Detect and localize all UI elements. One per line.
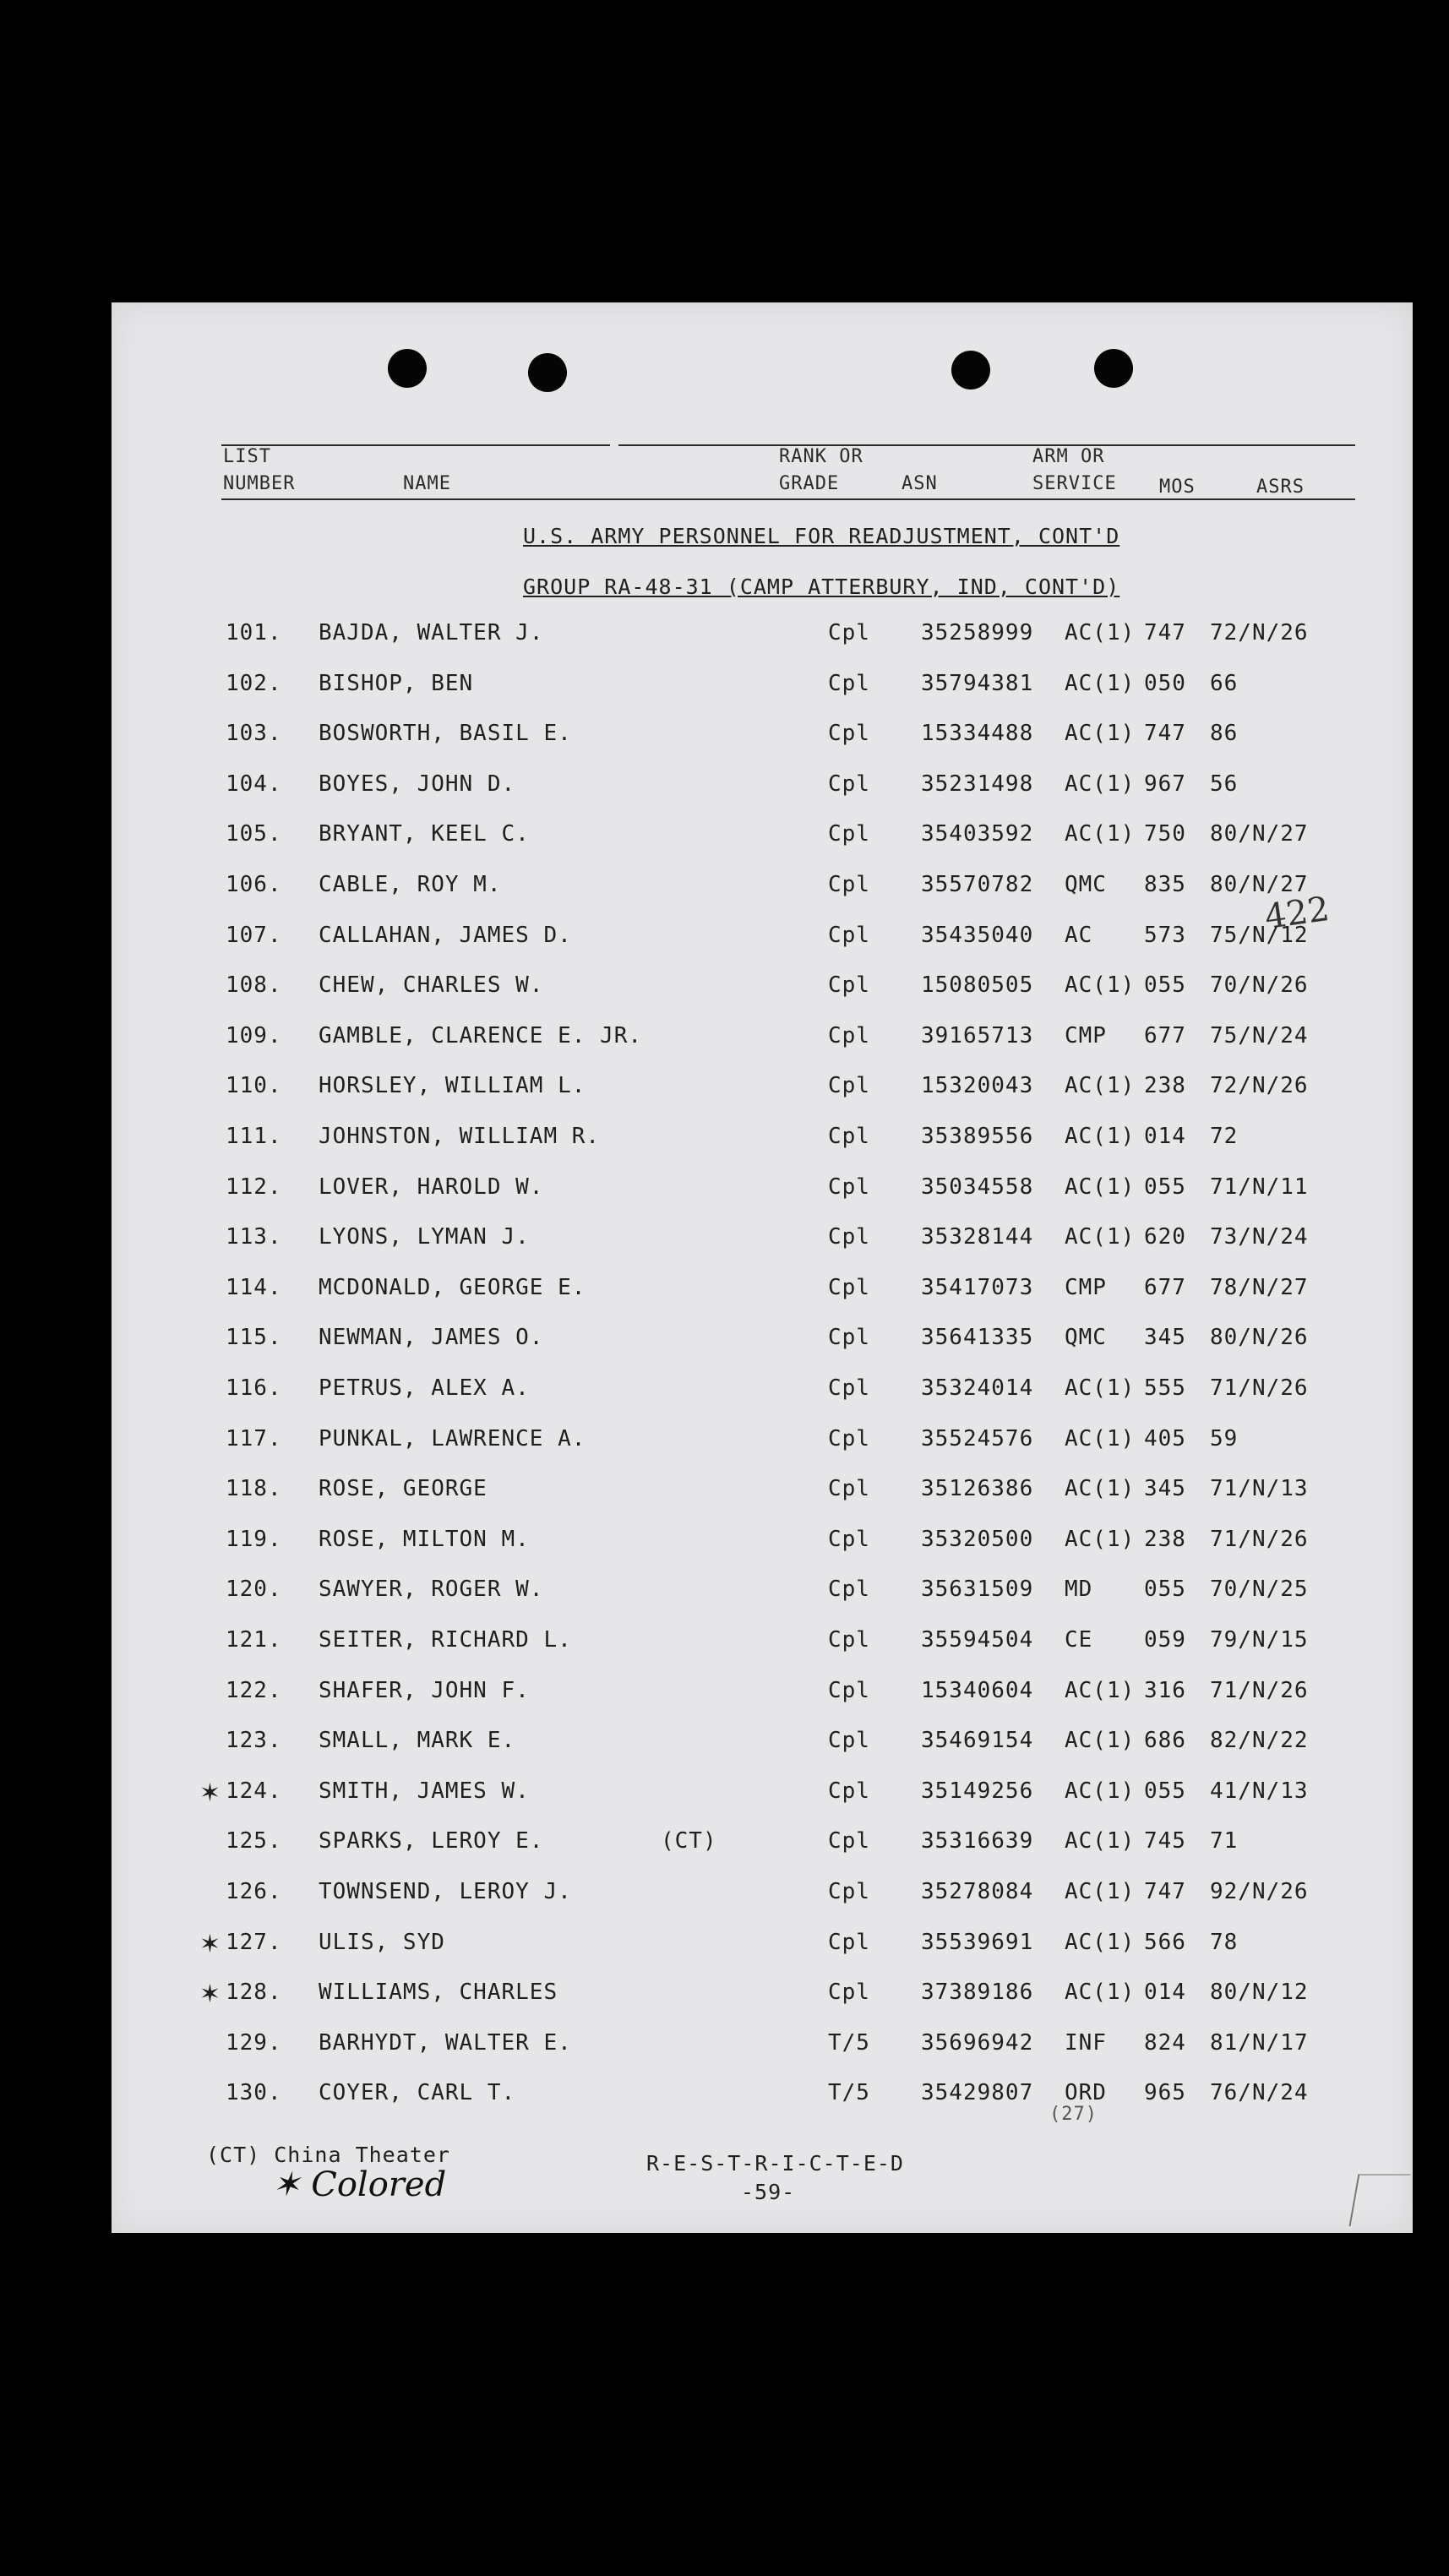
- row-name: WILLIAMS, CHARLES: [319, 1980, 558, 2006]
- legend-colored-handwritten: ✶ Colored: [272, 2165, 447, 2204]
- row-num: 130.: [226, 2080, 282, 2106]
- row-num: 119.: [226, 1526, 282, 1552]
- row-grade: Cpl: [828, 821, 870, 847]
- row-asrs: 70/N/25: [1210, 1577, 1309, 1603]
- row-mos: 677: [1144, 1274, 1186, 1300]
- row-grade: Cpl: [828, 1476, 870, 1502]
- table-row: [112, 1224, 1413, 1273]
- row-arm: AC(1): [1065, 1828, 1136, 1854]
- row-asrs: 72/N/26: [1210, 620, 1309, 645]
- row-num: 112.: [226, 1174, 282, 1200]
- table-row: [112, 821, 1413, 870]
- row-name: MCDONALD, GEORGE E.: [319, 1274, 586, 1300]
- row-arm: AC(1): [1065, 771, 1136, 797]
- row-arm: QMC: [1065, 1325, 1107, 1351]
- row-grade: Cpl: [828, 1728, 870, 1754]
- punch-hole: [951, 351, 990, 389]
- page-number: -59-: [741, 2180, 796, 2204]
- punch-hole: [1094, 349, 1133, 388]
- row-num: 123.: [226, 1728, 282, 1754]
- row-mark: ✶: [199, 1778, 221, 1808]
- table-row: [112, 1124, 1413, 1173]
- row-arm: AC(1): [1065, 721, 1136, 747]
- table-row: [112, 1527, 1413, 1576]
- row-num: 114.: [226, 1274, 282, 1300]
- row-num: 121.: [226, 1627, 282, 1653]
- row-asn: 35631509: [921, 1577, 1034, 1603]
- table-row: [112, 671, 1413, 720]
- row-num: 101.: [226, 620, 282, 645]
- document-subtitle: GROUP RA-48-31 (CAMP ATTERBURY, IND, CONT'D): [523, 575, 1120, 599]
- row-grade: Cpl: [828, 1375, 870, 1401]
- row-name: NEWMAN, JAMES O.: [319, 1325, 544, 1351]
- row-num: 110.: [226, 1073, 282, 1099]
- row-asrs: 80/N/26: [1210, 1325, 1309, 1351]
- row-asrs: 59: [1210, 1425, 1239, 1451]
- row-asn: 35417073: [921, 1274, 1034, 1300]
- row-name: SMALL, MARK E.: [319, 1728, 516, 1754]
- row-grade: Cpl: [828, 1274, 870, 1300]
- row-arm: INF: [1065, 2029, 1107, 2056]
- row-asn: 35258999: [921, 620, 1034, 645]
- row-arm: ORD: [1065, 2080, 1107, 2106]
- row-num: 106.: [226, 872, 282, 897]
- row-asrs: 80/N/27: [1210, 821, 1309, 847]
- row-grade: Cpl: [828, 1929, 870, 1955]
- row-name: BOSWORTH, BASIL E.: [319, 721, 572, 747]
- row-mos: 316: [1144, 1677, 1186, 1703]
- row-arm: AC(1): [1065, 1879, 1136, 1904]
- punch-hole: [528, 353, 567, 392]
- table-row: [112, 2030, 1413, 2079]
- row-grade: Cpl: [828, 1879, 870, 1904]
- row-num: 107.: [226, 922, 282, 948]
- row-arm: AC(1): [1065, 670, 1136, 696]
- row-grade: Cpl: [828, 771, 870, 797]
- row-asn: 35794381: [921, 670, 1034, 696]
- row-130-sub-note: (27): [1049, 2104, 1098, 2125]
- row-grade: Cpl: [828, 1325, 870, 1351]
- row-mos: 573: [1144, 922, 1186, 948]
- row-arm: AC(1): [1065, 1174, 1136, 1200]
- row-grade: T/5: [828, 2029, 870, 2056]
- header-asrs-label: ASRS: [1256, 477, 1305, 498]
- row-asn: 35328144: [921, 1224, 1034, 1250]
- table-row: [112, 1980, 1413, 2029]
- table-row: [112, 1577, 1413, 1626]
- row-asn: 35231498: [921, 771, 1034, 797]
- table-row: [112, 721, 1413, 770]
- row-asn: 37389186: [921, 1980, 1034, 2006]
- row-grade: Cpl: [828, 1677, 870, 1703]
- row-arm: CMP: [1065, 1274, 1107, 1300]
- row-asn: 35429807: [921, 2080, 1034, 2106]
- row-asrs: 79/N/15: [1210, 1627, 1309, 1653]
- row-mos: 747: [1144, 1879, 1186, 1904]
- row-mos: 055: [1144, 1577, 1186, 1603]
- row-num: 129.: [226, 2029, 282, 2056]
- row-asrs: 72/N/26: [1210, 1073, 1309, 1099]
- folded-corner: [1349, 2174, 1411, 2226]
- row-name: CHEW, CHARLES W.: [319, 972, 544, 999]
- row-arm: QMC: [1065, 872, 1107, 897]
- header-mos-label: MOS: [1159, 477, 1196, 498]
- row-name: COYER, CARL T.: [319, 2080, 516, 2106]
- table-row: [112, 2080, 1413, 2129]
- row-mos: 050: [1144, 670, 1186, 696]
- row-asn: 35034558: [921, 1174, 1034, 1200]
- row-grade: Cpl: [828, 1828, 870, 1854]
- row-num: 108.: [226, 972, 282, 999]
- row-num: 125.: [226, 1828, 282, 1854]
- table-row: [112, 1728, 1413, 1777]
- header-asn-label: ASN: [902, 473, 938, 494]
- row-grade: Cpl: [828, 670, 870, 696]
- row-name: ULIS, SYD: [319, 1929, 445, 1955]
- row-asrs: 81/N/17: [1210, 2029, 1309, 2056]
- row-mos: 677: [1144, 1022, 1186, 1048]
- row-grade: T/5: [828, 2080, 870, 2106]
- row-arm: AC(1): [1065, 1425, 1136, 1451]
- row-arm: AC(1): [1065, 1677, 1136, 1703]
- row-asrs: 66: [1210, 670, 1239, 696]
- row-mos: 745: [1144, 1828, 1186, 1854]
- row-arm: AC(1): [1065, 1728, 1136, 1754]
- row-asrs: 71/N/26: [1210, 1677, 1309, 1703]
- row-asn: 35570782: [921, 872, 1034, 897]
- row-name: TOWNSEND, LEROY J.: [319, 1879, 572, 1904]
- row-asrs: 56: [1210, 771, 1239, 797]
- row-arm: AC(1): [1065, 821, 1136, 847]
- row-arm: AC(1): [1065, 1929, 1136, 1955]
- row-name: LOVER, HAROLD W.: [319, 1174, 544, 1200]
- table-row: [112, 1073, 1413, 1122]
- table-row: [112, 1930, 1413, 1979]
- row-asn: 35696942: [921, 2029, 1034, 2056]
- row-grade: Cpl: [828, 1577, 870, 1603]
- row-asrs: 71/N/13: [1210, 1476, 1309, 1502]
- row-mos: 747: [1144, 620, 1186, 645]
- restricted-label: R-E-S-T-R-I-C-T-E-D: [646, 2151, 904, 2176]
- row-asrs: 78: [1210, 1929, 1239, 1955]
- row-asrs: 71/N/11: [1210, 1174, 1309, 1200]
- row-num: 113.: [226, 1224, 282, 1250]
- table-row: [112, 1678, 1413, 1727]
- row-name: BAJDA, WALTER J.: [319, 620, 544, 645]
- table-row: [112, 1476, 1413, 1525]
- row-asn: 35316639: [921, 1828, 1034, 1854]
- row-asrs: 82/N/22: [1210, 1728, 1309, 1754]
- row-asn: 35149256: [921, 1778, 1034, 1804]
- row-arm: AC(1): [1065, 1980, 1136, 2006]
- row-num: 118.: [226, 1476, 282, 1502]
- row-mos: 620: [1144, 1224, 1186, 1250]
- row-num: 111.: [226, 1124, 282, 1149]
- row-num: 120.: [226, 1577, 282, 1603]
- row-asrs: 78/N/27: [1210, 1274, 1309, 1300]
- row-mos: 014: [1144, 1980, 1186, 2006]
- row-mos: 055: [1144, 972, 1186, 999]
- row-asn: 35641335: [921, 1325, 1034, 1351]
- row-mos: 835: [1144, 872, 1186, 897]
- row-asrs: 71/N/26: [1210, 1526, 1309, 1552]
- row-name: BRYANT, KEEL C.: [319, 821, 530, 847]
- row-name: PUNKAL, LAWRENCE A.: [319, 1425, 586, 1451]
- table-row: [112, 1627, 1413, 1676]
- row-mos: 059: [1144, 1627, 1186, 1653]
- row-arm: AC(1): [1065, 1073, 1136, 1099]
- row-name: BARHYDT, WALTER E.: [319, 2029, 572, 2056]
- row-grade: Cpl: [828, 1073, 870, 1099]
- row-name: JOHNSTON, WILLIAM R.: [319, 1124, 601, 1149]
- row-grade: Cpl: [828, 872, 870, 897]
- row-arm: AC(1): [1065, 1526, 1136, 1552]
- row-arm: AC(1): [1065, 1375, 1136, 1401]
- row-arm: MD: [1065, 1577, 1093, 1603]
- row-grade: Cpl: [828, 1022, 870, 1048]
- row-num: 103.: [226, 721, 282, 747]
- page-stamp-number: 422: [1262, 889, 1332, 938]
- row-asrs: 75/N/12: [1210, 922, 1309, 948]
- row-num: 126.: [226, 1879, 282, 1904]
- table-row: [112, 771, 1413, 820]
- row-mos: 750: [1144, 821, 1186, 847]
- header-arm-label: ARM OR: [1032, 446, 1105, 467]
- header-bottom-rule: [221, 498, 1355, 500]
- header-service-label: SERVICE: [1032, 473, 1117, 494]
- header-rule: [221, 444, 610, 446]
- row-arm: AC(1): [1065, 1124, 1136, 1149]
- row-name: CABLE, ROY M.: [319, 872, 502, 897]
- row-mos: 405: [1144, 1425, 1186, 1451]
- table-row: [112, 1275, 1413, 1324]
- row-num: 104.: [226, 771, 282, 797]
- row-num: 124.: [226, 1778, 282, 1804]
- row-name: BOYES, JOHN D.: [319, 771, 516, 797]
- row-mos: 686: [1144, 1728, 1186, 1754]
- row-arm: AC(1): [1065, 1778, 1136, 1804]
- row-name: PETRUS, ALEX A.: [319, 1375, 530, 1401]
- row-mos: 555: [1144, 1375, 1186, 1401]
- row-asrs: 71/N/26: [1210, 1375, 1309, 1401]
- row-arm: AC(1): [1065, 620, 1136, 645]
- row-mark: ✶: [199, 1980, 221, 2010]
- row-mos: 965: [1144, 2080, 1186, 2106]
- table-row: [112, 923, 1413, 972]
- row-num: 109.: [226, 1022, 282, 1048]
- row-grade: Cpl: [828, 1980, 870, 2006]
- row-asn: 15320043: [921, 1073, 1034, 1099]
- row-name: SAWYER, ROGER W.: [319, 1577, 544, 1603]
- table-row: [112, 1375, 1413, 1424]
- table-row: [112, 1828, 1413, 1877]
- punch-hole: [388, 349, 427, 388]
- row-name: SPARKS, LEROY E.: [319, 1828, 544, 1854]
- row-asrs: 80/N/27: [1210, 872, 1309, 897]
- row-asn: 35126386: [921, 1476, 1034, 1502]
- row-asn: 35539691: [921, 1929, 1034, 1955]
- row-mos: 055: [1144, 1174, 1186, 1200]
- row-grade: Cpl: [828, 1526, 870, 1552]
- row-arm: CMP: [1065, 1022, 1107, 1048]
- table-row: [112, 1879, 1413, 1928]
- row-mos: 238: [1144, 1526, 1186, 1552]
- document-page: [112, 302, 1413, 2233]
- row-arm: AC: [1065, 922, 1093, 948]
- table-row: [112, 1778, 1413, 1827]
- row-num: 127.: [226, 1929, 282, 1955]
- table-row: [112, 1325, 1413, 1374]
- row-name: SEITER, RICHARD L.: [319, 1627, 572, 1653]
- row-arm: CE: [1065, 1627, 1093, 1653]
- header-number-label: NUMBER: [223, 473, 296, 494]
- header-rank-label: RANK OR: [779, 446, 863, 467]
- row-grade: Cpl: [828, 972, 870, 999]
- row-grade: Cpl: [828, 1124, 870, 1149]
- row-name: GAMBLE, CLARENCE E. JR.: [319, 1022, 643, 1048]
- row-grade: Cpl: [828, 721, 870, 747]
- row-asn: 39165713: [921, 1022, 1034, 1048]
- row-arm: AC(1): [1065, 972, 1136, 999]
- row-asrs: 76/N/24: [1210, 2080, 1309, 2106]
- row-mos: 747: [1144, 721, 1186, 747]
- row-grade: Cpl: [828, 1425, 870, 1451]
- row-name: SHAFER, JOHN F.: [319, 1677, 530, 1703]
- row-name: LYONS, LYMAN J.: [319, 1224, 530, 1250]
- table-row: [112, 1023, 1413, 1072]
- row-mos: 967: [1144, 771, 1186, 797]
- row-num: 117.: [226, 1425, 282, 1451]
- row-num: 128.: [226, 1980, 282, 2006]
- row-mos: 345: [1144, 1476, 1186, 1502]
- row-asn: 35324014: [921, 1375, 1034, 1401]
- row-mark: ✶: [199, 1929, 221, 1959]
- row-asn: 35594504: [921, 1627, 1034, 1653]
- row-asrs: 80/N/12: [1210, 1980, 1309, 2006]
- row-asn: 35320500: [921, 1526, 1034, 1552]
- row-asrs: 73/N/24: [1210, 1224, 1309, 1250]
- header-list-label: LIST: [223, 446, 271, 467]
- row-grade: Cpl: [828, 620, 870, 645]
- row-asrs: 72: [1210, 1124, 1239, 1149]
- table-row: [112, 1426, 1413, 1475]
- row-note: (CT): [661, 1828, 717, 1854]
- row-arm: AC(1): [1065, 1476, 1136, 1502]
- row-asrs: 70/N/26: [1210, 972, 1309, 999]
- row-asrs: 92/N/26: [1210, 1879, 1309, 1904]
- row-name: SMITH, JAMES W.: [319, 1778, 530, 1804]
- row-grade: Cpl: [828, 922, 870, 948]
- row-asn: 35469154: [921, 1728, 1034, 1754]
- row-asn: 35524576: [921, 1425, 1034, 1451]
- row-mos: 824: [1144, 2029, 1186, 2056]
- table-row: [112, 972, 1413, 1021]
- row-num: 102.: [226, 670, 282, 696]
- row-asn: 35278084: [921, 1879, 1034, 1904]
- row-asn: 35389556: [921, 1124, 1034, 1149]
- row-mos: 014: [1144, 1124, 1186, 1149]
- row-asrs: 86: [1210, 721, 1239, 747]
- table-row: [112, 620, 1413, 669]
- row-name: BISHOP, BEN: [319, 670, 474, 696]
- row-asn: 15080505: [921, 972, 1034, 999]
- row-grade: Cpl: [828, 1224, 870, 1250]
- row-arm: AC(1): [1065, 1224, 1136, 1250]
- row-asrs: 71: [1210, 1828, 1239, 1854]
- table-row: [112, 872, 1413, 921]
- header-rule: [618, 444, 1355, 446]
- row-asn: 35403592: [921, 821, 1034, 847]
- row-mos: 345: [1144, 1325, 1186, 1351]
- row-mos: 055: [1144, 1778, 1186, 1804]
- row-asrs: 75/N/24: [1210, 1022, 1309, 1048]
- row-num: 116.: [226, 1375, 282, 1401]
- header-grade-label: GRADE: [779, 473, 840, 494]
- row-asn: 15340604: [921, 1677, 1034, 1703]
- row-num: 105.: [226, 821, 282, 847]
- row-grade: Cpl: [828, 1627, 870, 1653]
- row-asrs: 41/N/13: [1210, 1778, 1309, 1804]
- row-name: CALLAHAN, JAMES D.: [319, 922, 572, 948]
- header-name-label: NAME: [403, 473, 451, 494]
- row-mos: 566: [1144, 1929, 1186, 1955]
- row-mos: 238: [1144, 1073, 1186, 1099]
- row-grade: Cpl: [828, 1778, 870, 1804]
- row-asn: 15334488: [921, 721, 1034, 747]
- legend-china-theater: (CT) China Theater: [206, 2143, 450, 2167]
- row-num: 122.: [226, 1677, 282, 1703]
- row-name: HORSLEY, WILLIAM L.: [319, 1073, 586, 1099]
- row-name: ROSE, GEORGE: [319, 1476, 488, 1502]
- document-title: U.S. ARMY PERSONNEL FOR READJUSTMENT, CONT'D: [523, 524, 1120, 548]
- row-num: 115.: [226, 1325, 282, 1351]
- row-name: ROSE, MILTON M.: [319, 1526, 530, 1552]
- row-asn: 35435040: [921, 922, 1034, 948]
- table-row: [112, 1174, 1413, 1223]
- row-grade: Cpl: [828, 1174, 870, 1200]
